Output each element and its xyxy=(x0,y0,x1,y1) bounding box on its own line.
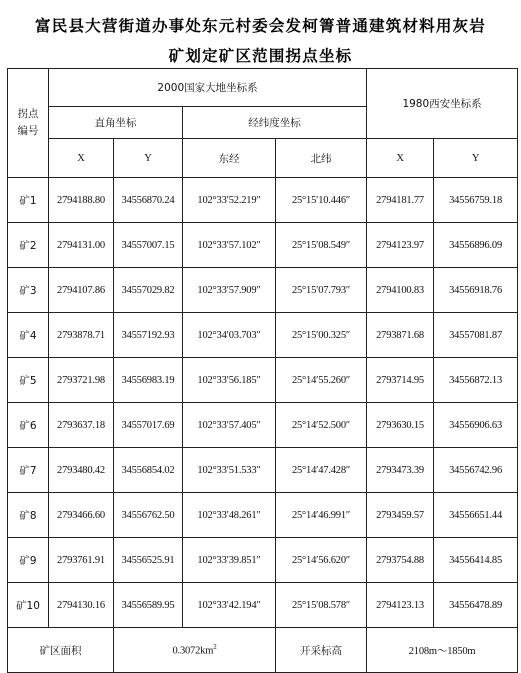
cell-x-2000: 2793466.60 xyxy=(49,493,114,538)
cell-y-1980: 34556896.09 xyxy=(434,223,518,268)
cell-point-id: 矿8 xyxy=(8,493,49,538)
cell-latitude: 25°15′07.793″ xyxy=(276,268,367,313)
cell-point-id: 矿6 xyxy=(8,403,49,448)
cell-y-1980: 34556742.96 xyxy=(434,448,518,493)
cell-y-1980: 34556478.89 xyxy=(434,583,518,628)
cell-x-1980: 2794123.13 xyxy=(367,583,434,628)
cell-x-1980: 2794181.77 xyxy=(367,178,434,223)
area-unit-exponent: 2 xyxy=(213,643,217,652)
cell-x-2000: 2793878.71 xyxy=(49,313,114,358)
header-1980-system: 1980西安坐标系 xyxy=(367,69,518,139)
cell-y-2000: 34556983.19 xyxy=(114,358,183,403)
table-row xyxy=(8,493,518,538)
cell-x-2000: 2794107.86 xyxy=(49,268,114,313)
cell-x-2000: 2793721.98 xyxy=(49,358,114,403)
cell-y-2000: 34557017.69 xyxy=(114,403,183,448)
cell-latitude: 25°15′00.325″ xyxy=(276,313,367,358)
cell-y-1980: 34556918.76 xyxy=(434,268,518,313)
header-x: X xyxy=(49,139,114,178)
cell-y-2000: 34557007.15 xyxy=(114,223,183,268)
cell-latitude: 25°14′47.428″ xyxy=(276,448,367,493)
cell-point-id: 矿9 xyxy=(8,538,49,583)
cell-y-1980: 34556872.13 xyxy=(434,358,518,403)
cell-y-1980: 34557081.87 xyxy=(434,313,518,358)
cell-y-2000: 34556870.24 xyxy=(114,178,183,223)
area-value xyxy=(114,628,276,673)
header-2000-system: 2000国家大地坐标系 xyxy=(49,69,367,107)
cell-latitude: 25°14′56.620″ xyxy=(276,538,367,583)
table-row xyxy=(8,268,518,313)
header-x80: X xyxy=(367,139,434,178)
cell-point-id: 矿7 xyxy=(8,448,49,493)
cell-point-id: 矿2 xyxy=(8,223,49,268)
header-geo-coords: 经纬度坐标 xyxy=(183,107,367,139)
cell-point-id: 矿1 xyxy=(8,178,49,223)
table-row xyxy=(8,403,518,448)
cell-longitude: 102°33′57.405″ xyxy=(183,403,276,448)
cell-latitude: 25°15′08.549″ xyxy=(276,223,367,268)
table-row xyxy=(8,178,518,223)
cell-x-1980: 2793630.15 xyxy=(367,403,434,448)
cell-y-1980: 34556414.85 xyxy=(434,538,518,583)
cell-x-2000: 2794188.80 xyxy=(49,178,114,223)
cell-y-2000: 34557029.82 xyxy=(114,268,183,313)
table-row xyxy=(8,583,518,628)
area-label: 矿区面积 xyxy=(8,628,114,673)
elevation-value: 2108m～1850m xyxy=(367,628,518,673)
cell-y-1980: 34556651.44 xyxy=(434,493,518,538)
header-y: Y xyxy=(114,139,183,178)
cell-longitude: 102°33′42.194″ xyxy=(183,583,276,628)
footer-row xyxy=(8,628,518,673)
cell-longitude: 102°33′57.102″ xyxy=(183,223,276,268)
cell-y-2000: 34557192.93 xyxy=(114,313,183,358)
cell-latitude: 25°14′52.500″ xyxy=(276,403,367,448)
table-row xyxy=(8,223,518,268)
header-y80: Y xyxy=(434,139,518,178)
cell-y-2000: 34556525.91 xyxy=(114,538,183,583)
table-row xyxy=(8,358,518,403)
cell-y-2000: 34556589.95 xyxy=(114,583,183,628)
cell-longitude: 102°33′48.261″ xyxy=(183,493,276,538)
table-row xyxy=(8,448,518,493)
cell-x-1980: 2793714.95 xyxy=(367,358,434,403)
cell-x-2000: 2793637.18 xyxy=(49,403,114,448)
cell-longitude: 102°33′39.851″ xyxy=(183,538,276,583)
header-point-no-label: 拐点编号 xyxy=(17,108,39,137)
cell-x-1980: 2794123.97 xyxy=(367,223,434,268)
cell-x-2000: 2793480.42 xyxy=(49,448,114,493)
header-lat: 北纬 xyxy=(276,139,367,178)
cell-x-2000: 2793761.91 xyxy=(49,538,114,583)
cell-x-1980: 2794100.83 xyxy=(367,268,434,313)
table-row xyxy=(8,313,518,358)
cell-y-2000: 34556762.50 xyxy=(114,493,183,538)
table-row xyxy=(8,538,518,583)
cell-x-1980: 2793871.68 xyxy=(367,313,434,358)
header-point-no xyxy=(8,69,49,178)
document-title: 富民县大营街道办事处东元村委会发柯箐普通建筑材料用灰岩 xyxy=(35,17,486,35)
cell-latitude: 25°14′46.991″ xyxy=(276,493,367,538)
cell-longitude: 102°34′03.703″ xyxy=(183,313,276,358)
cell-longitude: 102°33′52.219″ xyxy=(183,178,276,223)
cell-latitude: 25°14′55.260″ xyxy=(276,358,367,403)
cell-latitude: 25°15′10.446″ xyxy=(276,178,367,223)
header-rect-coords: 直角坐标 xyxy=(49,107,183,139)
header-lon: 东经 xyxy=(183,139,276,178)
cell-longitude: 102°33′51.533″ xyxy=(183,448,276,493)
cell-point-id: 矿4 xyxy=(8,313,49,358)
cell-x-1980: 2793754.88 xyxy=(367,538,434,583)
cell-latitude: 25°15′08.578″ xyxy=(276,583,367,628)
document-subtitle: 矿划定矿区范围拐点坐标 xyxy=(168,47,353,65)
cell-y-2000: 34556854.02 xyxy=(114,448,183,493)
cell-longitude: 102°33′56.185″ xyxy=(183,358,276,403)
elevation-label: 开采标高 xyxy=(276,628,367,673)
cell-y-1980: 34556906.63 xyxy=(434,403,518,448)
cell-x-1980: 2793473.39 xyxy=(367,448,434,493)
cell-x-2000: 2794130.16 xyxy=(49,583,114,628)
cell-point-id: 矿3 xyxy=(8,268,49,313)
cell-point-id: 矿5 xyxy=(8,358,49,403)
cell-y-1980: 34556759.18 xyxy=(434,178,518,223)
cell-x-2000: 2794131.00 xyxy=(49,223,114,268)
cell-point-id: 矿10 xyxy=(8,583,49,628)
coordinate-table xyxy=(7,68,518,673)
cell-longitude: 102°33′57.909″ xyxy=(183,268,276,313)
cell-x-1980: 2793459.57 xyxy=(367,493,434,538)
area-value-text: 0.3072km xyxy=(172,645,214,657)
